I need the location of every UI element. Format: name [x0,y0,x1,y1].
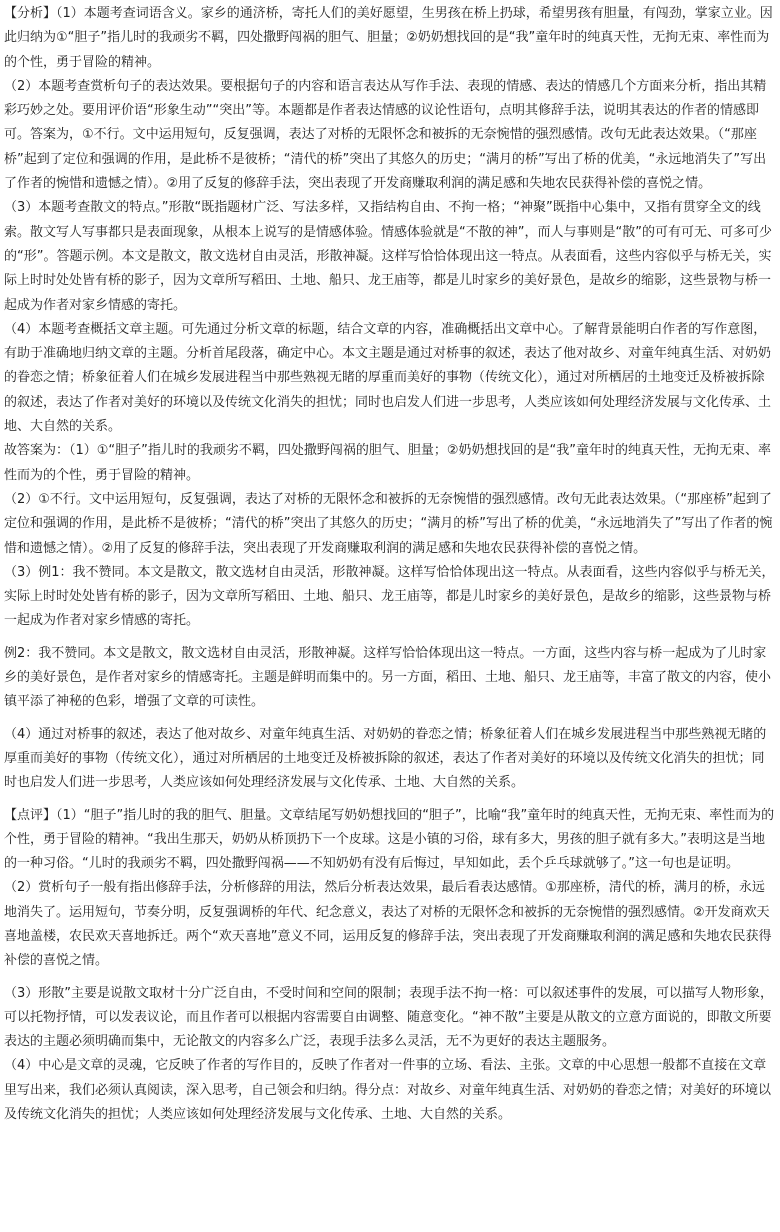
spacer [4,634,776,642]
answer-paragraph-3: （3）例1：我不赞同。本文是散文，散文选材自由灵活，形散神凝。这样写恰恰体现出这一特点。从表面看，这些内容似乎与桥无关，实际上时时处处皆有桥的影子，因为文章所写稻田、土地、船只、龙王庙等，都是儿时家乡的美好景色，是故乡的缩影，这些景物与桥一起成为作者对家乡情感的寄托。 [4,564,775,629]
comment-paragraph-1: 【点评】（1）“胆子”指儿时的我的胆气、胆量。文章结尾写奶奶想找回的“胆子”，比喻“我”童年时的纯真天性，无拘无束、率性而为的个性，勇于冒险的精神。“我出生那天，奶奶从桥顶扔下一个皮球。这是小镇的习俗，球有多大，男孩的胆子就有多大。”表明这是当地的一种习俗。“儿时的我顽劣不羁，四处撒野闯祸——不知奶奶有没有后悔过，早知如此，丢个乒乓球就够了。”这一句也是证明。 [4,807,775,872]
comment-paragraph-4: （4）中心是文章的灵魂，它反映了作者的写作目的，反映了作者对一件事的立场、看法、主张。文章的中心思想一般都不直接在文章里写出来，我们必须认真阅读，深入思考，自己领会和归纳。得分点：对故乡、对童年纯真生活、对奶奶的眷恋之情；对美好的环境以及传统文化消失的担忧；人类应该如何处理经济发展与文化传承、土地、大自然的关系。 [4,1058,772,1123]
spacer [4,715,776,723]
analysis-paragraph-1: 【分析】（1）本题考查词语含义。家乡的通济桥，寄托人们的美好愿望，生男孩在桥上扔球，希望男孩有胆量，有闯劲，掌家立业。因此归纳为①“胆子”指儿时的我顽劣不羁，四处撒野闯祸的胆气、胆量；②奶奶想找回的是“我”童年时的纯真天性，无拘无束、率性而为的个性，勇于冒险的精神。 [4,6,773,70]
spacer [4,796,776,804]
answer-paragraph-1: 故答案为：（1）①“胆子”指儿时的我顽劣不羁，四处撒野闯祸的胆气、胆量；②奶奶想找回的是“我”童年时的纯真天性，无拘无束、率性而为的个性，勇于冒险的精神。 [4,443,772,483]
analysis-paragraph-4: （4）本题考查概括文章主题。可先通过分析文章的标题，结合文章的内容，准确概括出文章中心。了解背景能明白作者的写作意图，有助于准确地归纳文章的主题。分析首尾段落，确定中心。本文主题是通过对桥事的叙述，表达了他对故乡、对童年纯真生活、对奶奶的眷恋之情；桥象征着人们在城乡发展进程当中那些熟视无睹的厚重而美好的事物（传统文化），通过对所栖居的土地变迁及桥被拆除的叙述，表达了作者对美好的环境以及传统文化消失的担忧；同时也启发人们进一步思考，人类应该如何处理经济发展与文化传承、土地、大自然的关系。 [4,321,772,435]
spacer [4,974,776,982]
answer-paragraph-3-example-2: 例2：我不赞同。本文是散文，散文选材自由灵活，形散神凝。这样写恰恰体现出这一特点。一方面，这些内容与桥一起成为了儿时家乡的美好景色，是作者对家乡的情感寄托。主题是鲜明而集中的。另一方面，稻田、土地、船只、龙王庙等，丰富了散文的内容，使小镇平添了神秘的色彩，增强了文章的可读性。 [4,645,772,710]
answer-paragraph-4: （4）通过对桥事的叙述，表达了他对故乡、对童年纯真生活、对奶奶的眷恋之情；桥象征着人们在城乡发展进程当中那些熟视无睹的厚重而美好的事物（传统文化），通过对所栖居的土地变迁及桥被拆除的叙述，表达了作者对美好的环境以及传统文化消失的担忧；同时也启发人们进一步思考，人类应该如何处理经济发展与文化传承、土地、大自然的关系。 [4,726,767,791]
analysis-paragraph-3: （3）本题考查散文的特点。”形散“既指题材广泛、写法多样，又指结构自由、不拘一格；“神聚”既指中心集中，又指有贯穿全文的线索。散文写人写事都只是表面现象，从根本上说写的是情感体验。情感体验就是“不散的神”，而人与事则是“散”的可有可无、可多可少的“形”。答题示例。本文是散文，散文选材自由灵活，形散神凝。这样写恰恰体现出这一特点。从表面看，这些内容似乎与桥无关，实际上时时处处皆有桥的影子，因为文章所写稻田、土地、船只、龙王庙等，都是儿时家乡的美好景色，是故乡的缩影，这些景物与桥一起成为作者对家乡情感的寄托。 [4,200,772,313]
analysis-paragraph-2: （2）本题考查赏析句子的表达效果。要根据句子的内容和语言表达从写作手法、表现的情感、表达的情感几个方面来分析，指出其精彩巧妙之处。要用评价语“形象生动”“突出”等。本题都是作者表达情感的议论性语句，点明其修辞手法，说明其表达的作者的情感即可。答案为，①不行。文中运用短句，反复强调，表达了对桥的无限怀念和被拆的无奈惋惜的强烈感情。改句无此表达效果。（“那座桥”起到了定位和强调的作用，是此桥不是彼桥；“清代的桥”突出了其悠久的历史；“满月的桥”写出了桥的优美，“永远地消失了”写出了作者的惋惜和遗憾之情）。②用了反复的修辞手法，突出表现了开发商赚取利润的满足感和失地农民获得补偿的喜悦之情。 [4,78,767,192]
answer-paragraph-2: （2）①不行。文中运用短句，反复强调，表达了对桥的无限怀念和被拆的无奈惋惜的强烈感情。改句无此表达效果。（“那座桥”起到了定位和强调的作用，是此桥不是彼桥；“清代的桥”突出了其悠久的历史；“满月的桥”写出了桥的优美，“永远地消失了”写出了作者的惋惜和遗憾之情）。②用了反复的修辞手法，突出表现了开发商赚取利润的满足感和失地农民获得补偿的喜悦之情。 [4,491,773,556]
comment-paragraph-3: （3）形散”主要是说散文取材十分广泛自由，不受时间和空间的限制；表现手法不拘一格：可以叙述事件的发展，可以描写人物形象，可以托物抒情，可以发表议论，而且作者可以根据内容需要自由调整、随意变化。“神不散”主要是从散文的立意方面说的，即散文所要表达的主题必须明确而集中，无论散文的内容多么广泛，表现手法多么灵活，无不为更好的表达主题服务。 [4,985,774,1050]
comment-paragraph-2: （2）赏析句子一般有指出修辞手法，分析修辞的用法，然后分析表达效果，最后看表达感情。①那座桥，清代的桥，满月的桥，永远地消失了。运用短句，节奏分明，反复强调桥的年代、纪念意义，表达了对桥的无限怀念和被拆的无奈惋惜的强烈感情。②开发商欢天喜地盖楼，农民欢天喜地拆迁。两个“欢天喜地”意义不同，运用反复的修辞手法，突出表现了开发商赚取利润的满足感和失地农民获得补偿的喜悦之情。 [4,880,772,969]
